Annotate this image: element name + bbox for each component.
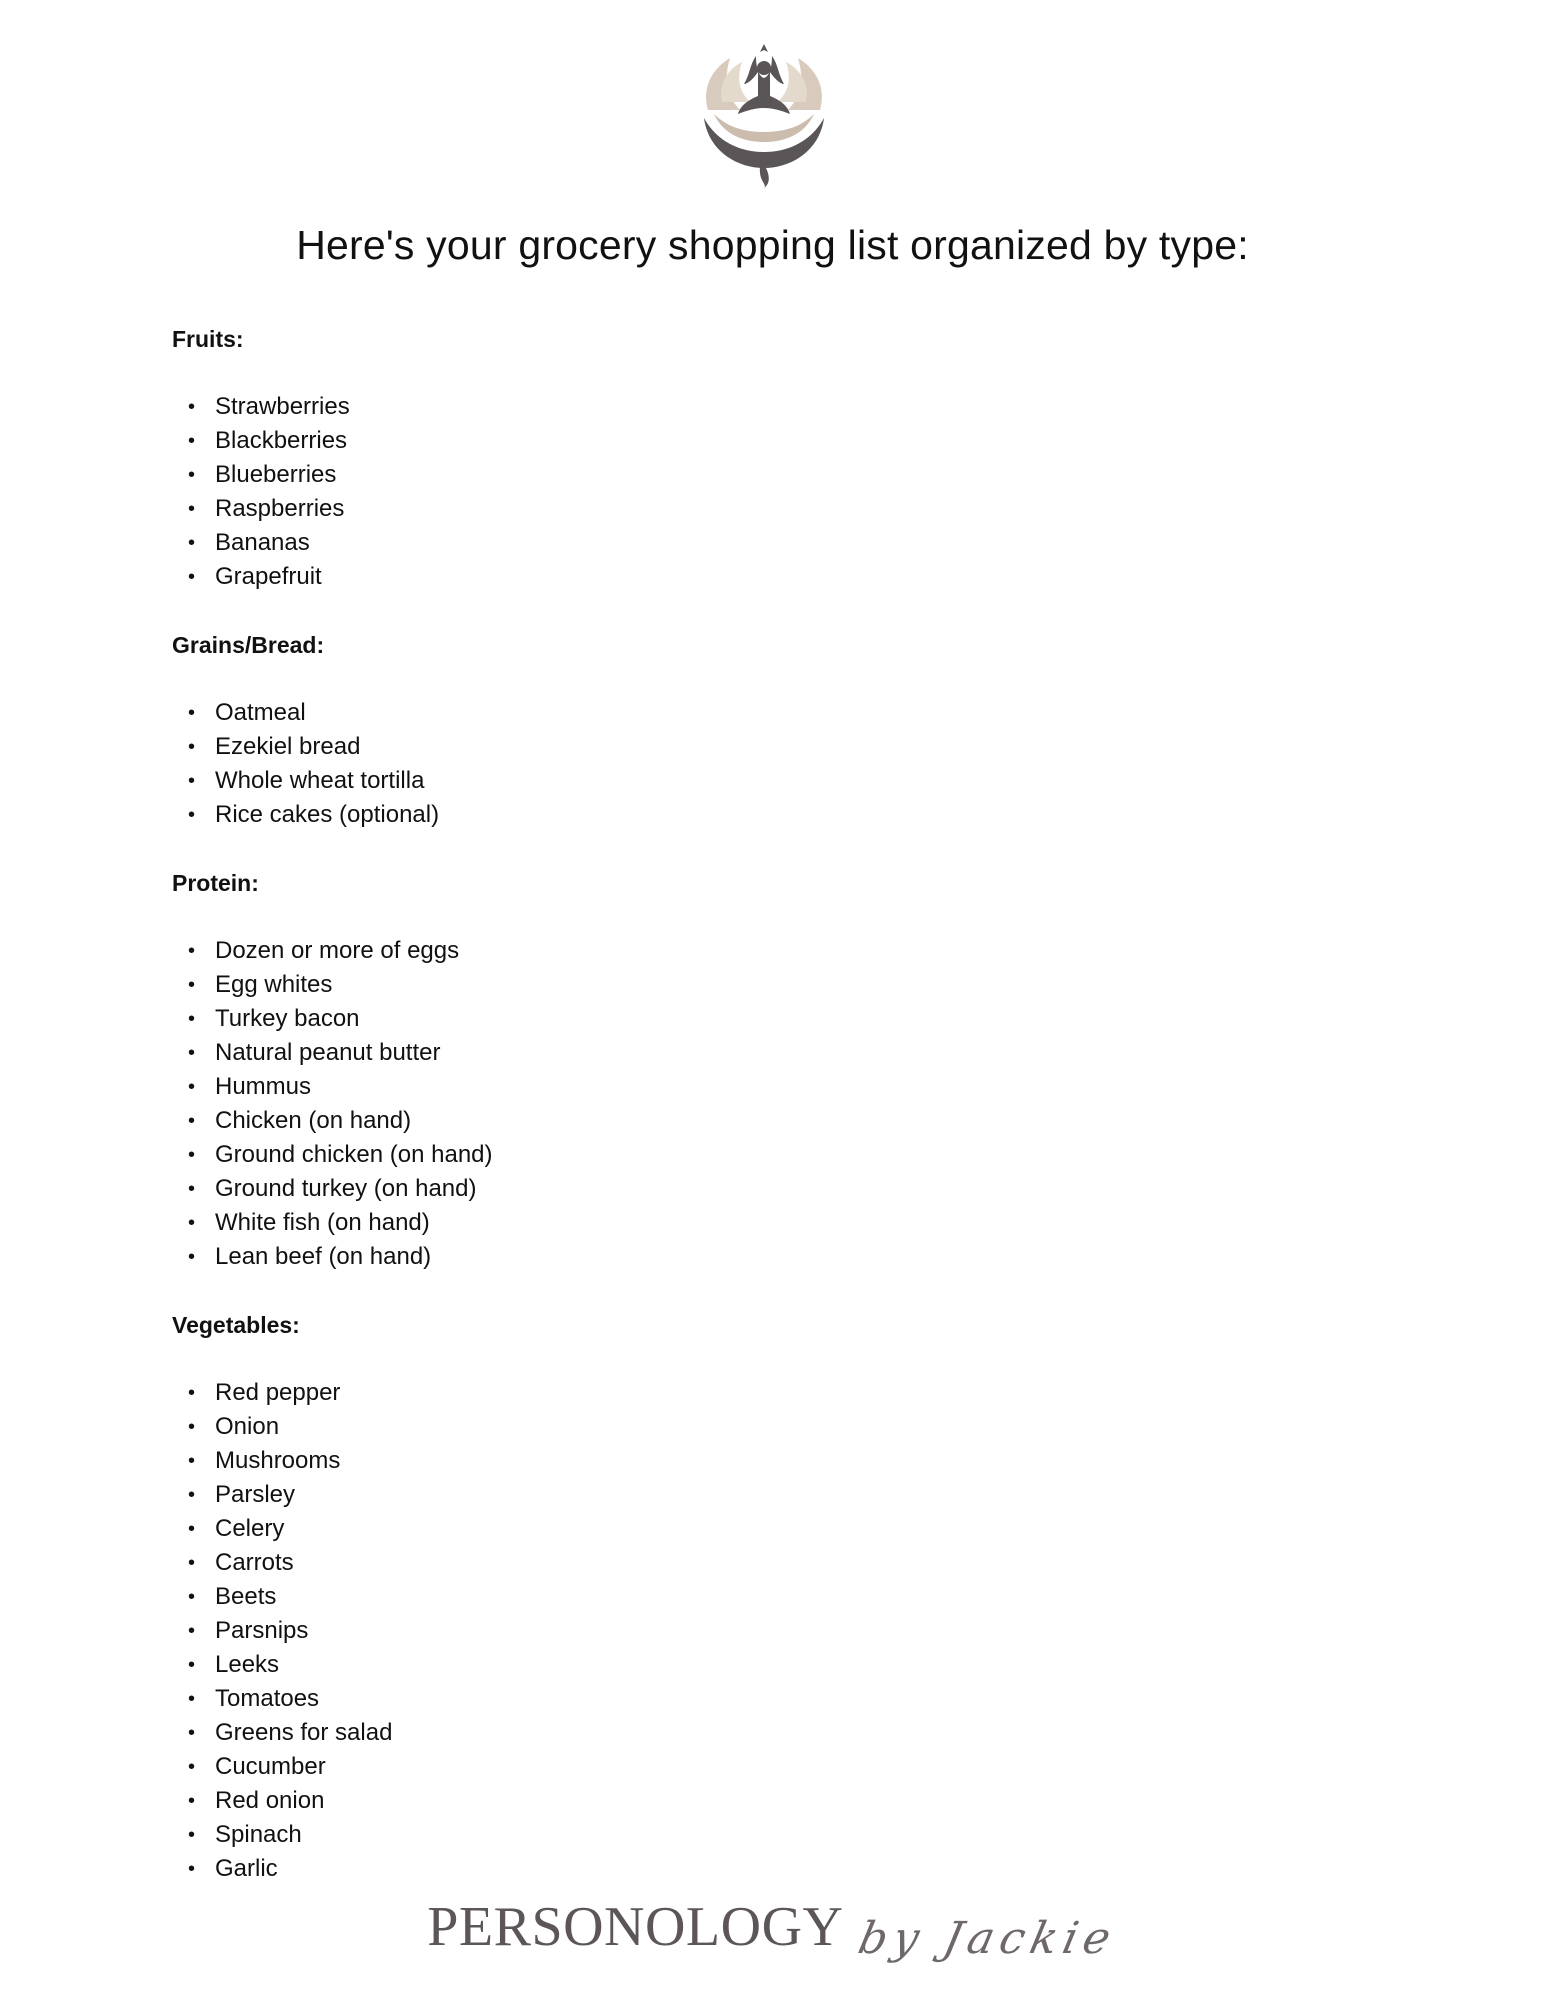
bullet-icon: • [188,974,196,996]
bullet-icon: • [188,1824,196,1846]
list-item: • Lean beef (on hand) [172,1240,1372,1274]
list-item: • Blueberries [172,458,1372,492]
bullet-icon: • [188,770,196,792]
section-vegetables [172,1308,1372,1886]
bullet-icon: • [188,1688,196,1710]
bullet-icon: • [188,1416,196,1438]
list-item: • Bananas [172,526,1372,560]
brand-signature: by Jackie [854,1913,1122,1964]
page-title: Here's your grocery shopping list organized by type: [296,222,1249,268]
list-item: • Red onion [172,1784,1372,1818]
bullet-icon: • [188,1246,196,1268]
list-item: • Spinach [172,1818,1372,1852]
bullet-icon: • [188,1212,196,1234]
grocery-list [172,322,1372,1920]
item-list [172,390,1372,594]
yoga-lotus-icon [700,40,828,188]
bullet-icon: • [188,464,196,486]
list-item: • Egg whites [172,968,1372,1002]
bullet-icon: • [188,1382,196,1404]
bullet-icon: • [188,1178,196,1200]
list-item: • Parsley [172,1478,1372,1512]
bullet-icon: • [188,1756,196,1778]
list-item: • Whole wheat tortilla [172,764,1372,798]
bullet-icon: • [188,1518,196,1540]
footer-brand [0,1895,1545,1975]
bullet-icon: • [188,702,196,724]
brand-wordmark: PERSONOLOGY [427,1896,844,1958]
list-item: • Onion [172,1410,1372,1444]
logo [700,40,828,188]
list-item: • Blackberries [172,424,1372,458]
bullet-icon: • [188,736,196,758]
bullet-icon: • [188,1620,196,1642]
list-item: • Ezekiel bread [172,730,1372,764]
bullet-icon: • [188,1858,196,1880]
list-item: • Ground turkey (on hand) [172,1172,1372,1206]
list-item: • Garlic [172,1852,1372,1886]
bullet-icon: • [188,396,196,418]
bullet-icon: • [188,1076,196,1098]
bullet-icon: • [188,498,196,520]
list-item: • Chicken (on hand) [172,1104,1372,1138]
bullet-icon: • [188,1484,196,1506]
list-item: • Oatmeal [172,696,1372,730]
list-item: • Beets [172,1580,1372,1614]
list-item: • Raspberries [172,492,1372,526]
bullet-icon: • [188,1042,196,1064]
list-item: • White fish (on hand) [172,1206,1372,1240]
section-protein [172,866,1372,1274]
list-item: • Ground chicken (on hand) [172,1138,1372,1172]
list-item: • Tomatoes [172,1682,1372,1716]
bullet-icon: • [188,1790,196,1812]
bullet-icon: • [188,430,196,452]
bullet-icon: • [188,1586,196,1608]
bullet-icon: • [188,1110,196,1132]
bullet-icon: • [188,1144,196,1166]
section-heading: Protein: [172,870,259,896]
section-heading: Vegetables: [172,1312,300,1338]
bullet-icon: • [188,1552,196,1574]
list-item: • Parsnips [172,1614,1372,1648]
bullet-icon: • [188,1654,196,1676]
list-item: • Dozen or more of eggs [172,934,1372,968]
item-list [172,696,1372,832]
list-item: • Strawberries [172,390,1372,424]
section-heading: Grains/Bread: [172,632,325,658]
section-fruits [172,322,1372,594]
list-item: • Red pepper [172,1376,1372,1410]
bullet-icon: • [188,804,196,826]
list-item: • Leeks [172,1648,1372,1682]
list-item: • Cucumber [172,1750,1372,1784]
bullet-icon: • [188,1008,196,1030]
list-item: • Natural peanut butter [172,1036,1372,1070]
list-item: • Celery [172,1512,1372,1546]
list-item: • Rice cakes (optional) [172,798,1372,832]
list-item: • Turkey bacon [172,1002,1372,1036]
bullet-icon: • [188,532,196,554]
list-item: • Hummus [172,1070,1372,1104]
list-item: • Carrots [172,1546,1372,1580]
item-list [172,934,1372,1274]
list-item: • Mushrooms [172,1444,1372,1478]
list-item: • Grapefruit [172,560,1372,594]
section-grains-bread [172,628,1372,832]
item-list [172,1376,1372,1886]
bullet-icon: • [188,1450,196,1472]
bullet-icon: • [188,1722,196,1744]
list-item: • Greens for salad [172,1716,1372,1750]
bullet-icon: • [188,566,196,588]
bullet-icon: • [188,940,196,962]
section-heading: Fruits: [172,326,244,352]
